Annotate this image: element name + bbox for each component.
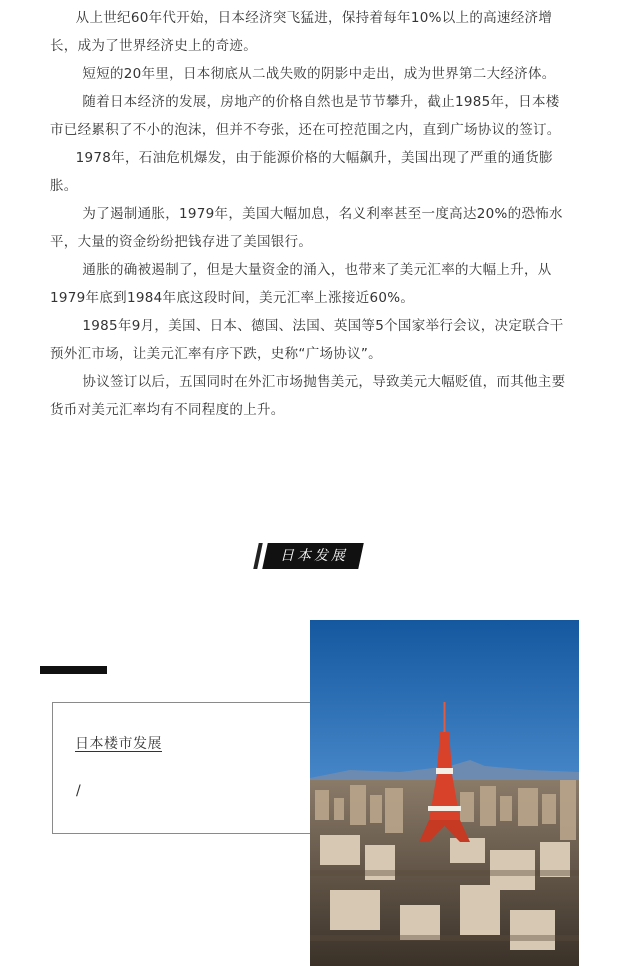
paragraph: 为了遏制通胀，1979年，美国大幅加息，名义利率甚至一度高达20%的恐怖水平，大量的资金纷纷把钱存进了美国银行。: [50, 206, 563, 250]
section-tag-label: 日本发展: [280, 548, 348, 564]
decorative-bar: [40, 666, 107, 674]
section-tag: [256, 543, 366, 569]
card-slash: /: [76, 783, 81, 799]
tokyo-tower-photo: [310, 620, 579, 966]
paragraph: 短短的20年里，日本彻底从二战失败的阴影中走出，成为世界第二大经济体。: [82, 66, 556, 82]
paragraph: 1985年9月，美国、日本、德国、法国、英国等5个国家举行会议，决定联合干预外汇市场，让美元汇率有序下跌，史称“广场协议”。: [50, 318, 564, 362]
paragraph: 1978年，石油危机爆发，由于能源价格的大幅飙升，美国出现了严重的通货膨胀。: [50, 150, 553, 194]
card-title-link[interactable]: 日本楼市发展: [75, 736, 162, 752]
section-tag-slash: [253, 543, 263, 569]
paragraph: 随着日本经济的发展，房地产的价格自然也是节节攀升，截止1985年，日本楼市已经累积了不小的泡沫，但并不夸张，还在可控范围之内，直到广场协议的签订。: [50, 94, 561, 138]
article-body: [50, 4, 570, 424]
topic-card: [52, 702, 320, 834]
paragraph: 协议签订以后，五国同时在外汇市场抛售美元，导致美元大幅贬值，而其他主要货币对美元汇率均有不同程度的上升。: [50, 374, 566, 418]
paragraph: 通胀的确被遏制了，但是大量资金的涌入，也带来了美元汇率的大幅上升，从1979年底到1984年底这段时间，美元汇率上涨接近60%。: [50, 262, 552, 306]
paragraph: 从上世纪60年代开始，日本经济突飞猛进，保持着每年10%以上的高速经济增长，成为了世界经济史上的奇迹。: [50, 10, 553, 54]
